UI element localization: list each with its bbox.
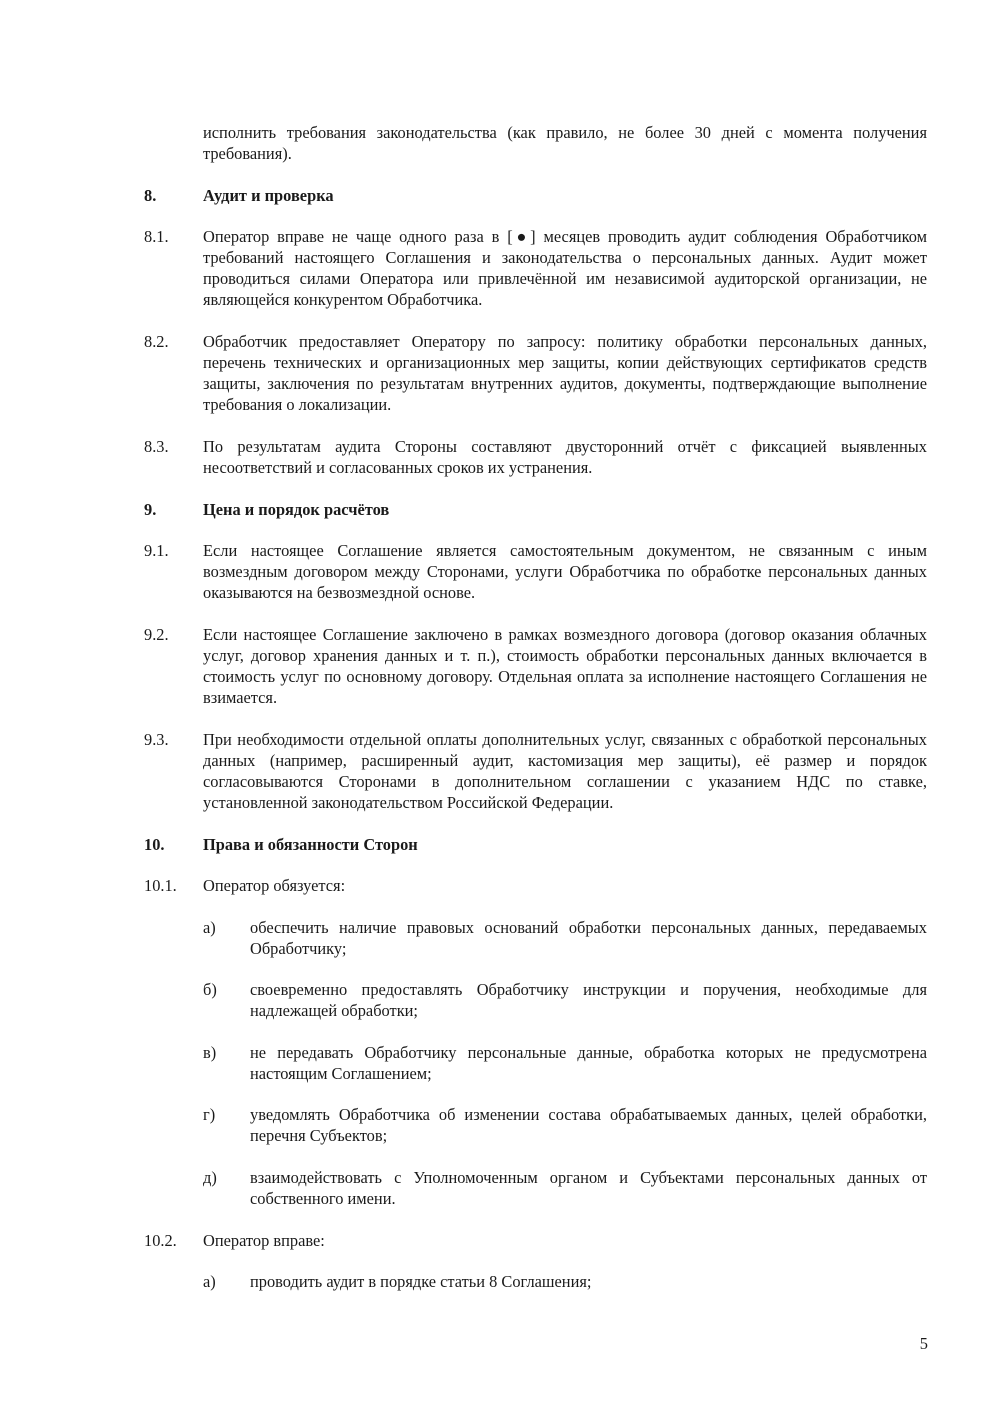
list-item-letter: в) [203,1043,217,1062]
list-item-text: своевременно предоставлять Обработчику инструкции и поручения, необходимые для надлежащей обработки; [250,980,927,1020]
clause-text: Оператор вправе: [203,1231,325,1250]
list-item-text: уведомлять Обработчика об изменении состава обрабатываемых данных, целей обработки, перечня Субъектов; [250,1105,927,1145]
clause-number: 9.2. [144,625,169,644]
clause-text: Оператор вправе не чаще одного раза в [●] месяцев проводить аудит соблюдения Обработчиком требований настоящего Соглашения и законодательства о персональных данных. Аудит может проводиться силами Оператора или привлечённой им независимой аудиторской организации, не являющейся конкурентом Обработчика. [203,227,927,309]
list-item-text: не передавать Обработчику персональные данные, обработка которых не предусмотрена настоящим Соглашением; [250,1043,927,1083]
list-item-letter: д) [203,1168,217,1187]
clause-number: 8.2. [144,332,169,351]
list-item-letter: а) [203,1272,216,1291]
list-item-letter: г) [203,1105,216,1124]
section-title: Права и обязанности Сторон [203,835,418,854]
clause-text: Если настоящее Соглашение заключено в рамках возмездного договора (договор оказания облачных услуг, договор хранения данных и т. п.), стоимость обработки персональных данных включается в стоимость услуг по основному договору. Отдельная оплата за исполнение настоящего Соглашения не взимается. [203,625,927,707]
clause-text: По результатам аудита Стороны составляют двусторонний отчёт с фиксацией выявленных несоответствий и согласованных сроков их устранения. [203,437,927,477]
list-item-text: проводить аудит в порядке статьи 8 Соглашения; [250,1272,592,1291]
clause-number: 10.2. [144,1231,177,1250]
clause-number: 10.1. [144,876,177,895]
section-number: 10. [144,835,165,854]
section-number: 8. [144,186,157,205]
clause-number: 9.1. [144,541,169,560]
clause-number: 8.3. [144,437,169,456]
clause-number: 9.3. [144,730,169,749]
clause-text: Обработчик предоставляет Оператору по запросу: политику обработки персональных данных, перечень технических и организационных мер защиты, копии действующих сертификатов средств защиты, заключения по результатам внутренних аудитов, документы, подтверждающие выполнение требования о локализации. [203,332,927,414]
clause-text: Оператор обязуется: [203,876,346,895]
section-number: 9. [144,500,157,519]
page-number: 5 [919,1334,928,1353]
clause-number: 8.1. [144,227,169,246]
list-item-letter: а) [203,918,216,937]
list-item-text: взаимодействовать с Уполномоченным органом и Субъектами персональных данных от собственного имени. [250,1168,927,1208]
list-item-text: обеспечить наличие правовых оснований обработки персональных данных, передаваемых Обработчику; [250,918,927,958]
clause-text: При необходимости отдельной оплаты дополнительных услуг, связанных с обработкой персональных данных (например, расширенный аудит, кастомизация мер защиты), её размер и порядок согласовываются Сторонами в дополнительном соглашении с указанием НДС по ставке, установленной законодательством Российской Федерации. [203,730,927,812]
list-item-letter: б) [203,980,217,999]
section-title: Цена и порядок расчётов [203,500,390,519]
section-title: Аудит и проверка [203,186,334,205]
clause-text: Если настоящее Соглашение является самостоятельным документом, не связанным с иным возмездным договором между Сторонами, услуги Обработчика по обработке персональных данных оказываются на безвозмездной основе. [203,541,927,602]
continuation-paragraph: исполнить требования законодательства (как правило, не более 30 дней с момента получения требования). [203,123,927,163]
